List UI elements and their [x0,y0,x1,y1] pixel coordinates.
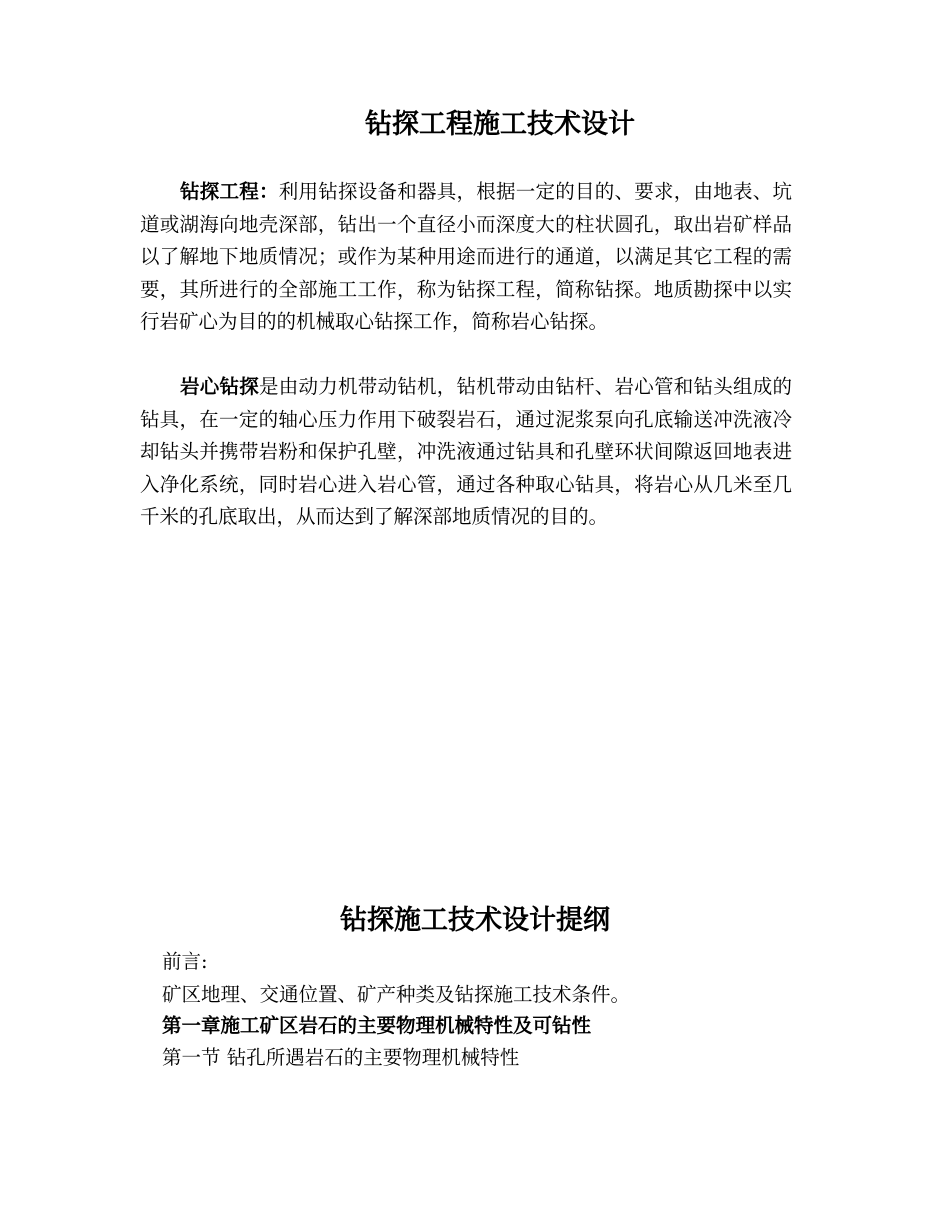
document-title: 钻探工程施工技术设计 [365,109,635,140]
paragraph-core-drilling [140,371,792,534]
outline-section-1: 第一节 钻孔所遇岩石的主要物理机械特性 [162,1046,520,1069]
term-core-drilling: 岩心钻探 [180,375,259,398]
outline-site-conditions: 矿区地理、交通位置、矿产种类及钻探施工技术条件。 [162,983,631,1006]
paragraph-drilling-engineering [140,176,792,339]
outline-preface: 前言: [162,950,208,973]
outline-title: 钻探施工技术设计提纲 [340,905,610,936]
definition-core-drilling: 是由动力机带动钻机，钻机带动由钻杆、岩心管和钻头组成的钻具，在一定的轴心压力作用下破裂岩石，通过泥浆泵向孔底输送冲洗液冷却钻头并携带岩粉和保护孔壁，冲洗液通过钻具和孔壁环状间隙返回地表进入净化系统，同时岩心进入岩心管，通过各种取心钻具，将岩心从几米至几千米的孔底取出，从而达到了解深部地质情况的目的。 [140,375,792,528]
outline-chapter-1: 第一章施工矿区岩石的主要物理机械特性及可钻性 [162,1014,592,1037]
term-drilling-engineering: 钻探工程： [180,180,279,203]
definition-drilling-engineering: 利用钻探设备和器具，根据一定的目的、要求，由地表、坑道或湖海向地壳深部，钻出一个直径小而深度大的柱状圆孔，取出岩矿样品以了解地下地质情况；或作为某种用途而进行的通道，以满足其它工程的需要，其所进行的全部施工工作，称为钻探工程，简称钻探。地质勘探中以实行岩矿心为目的的机械取心钻探工作，简称岩心钻探。 [140,180,792,333]
